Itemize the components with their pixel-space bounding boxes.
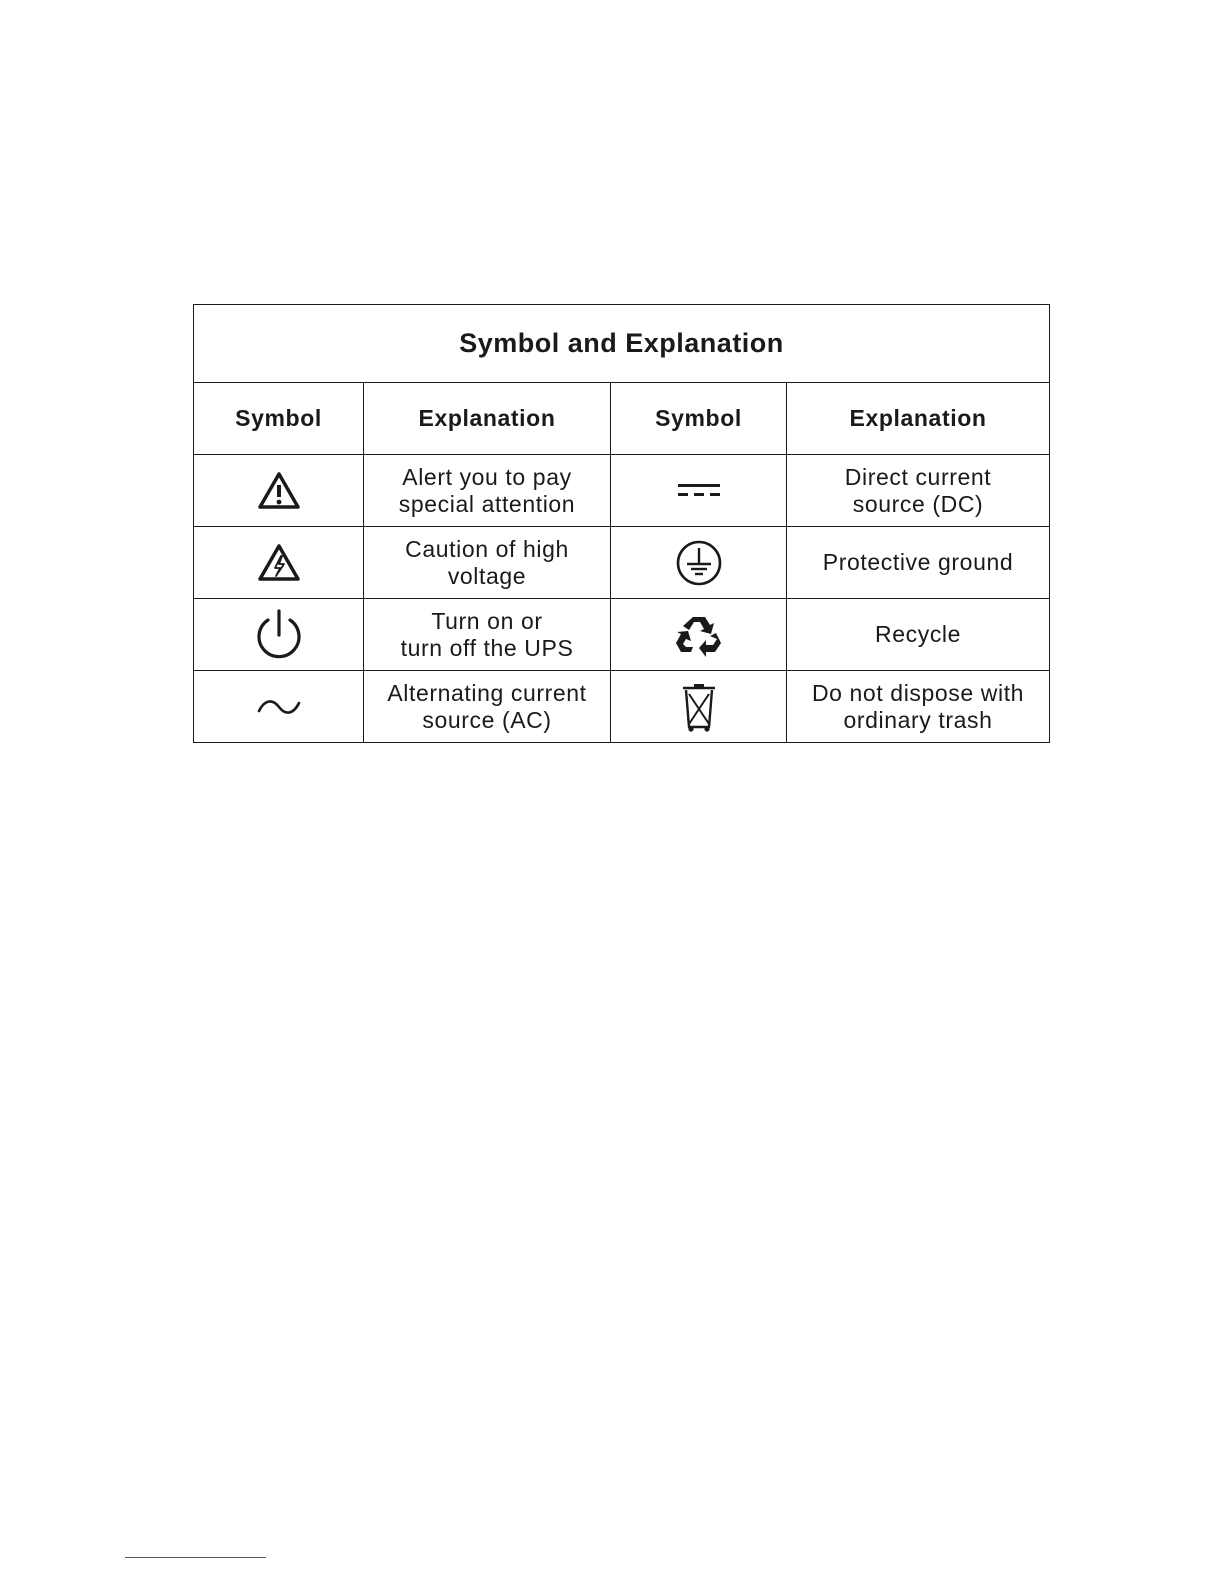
recycle-icon [675, 613, 723, 657]
direct-current-icon [677, 482, 721, 498]
header-symbol-left: Symbol [194, 383, 364, 455]
footnote-divider [125, 1557, 266, 1558]
explanation-cell: Caution of high voltage [364, 527, 611, 599]
warning-triangle-icon [257, 471, 301, 511]
symbol-cell [611, 527, 787, 599]
header-explanation-left: Explanation [364, 383, 611, 455]
symbol-cell [611, 455, 787, 527]
explanation-cell: Recycle [787, 599, 1050, 671]
symbol-explanation-table [193, 304, 1050, 743]
explanation-cell: Do not dispose with ordinary trash [787, 671, 1050, 743]
table-title: Symbol and Explanation [194, 305, 1050, 383]
crossed-bin-icon [679, 680, 719, 734]
explanation-cell: Alternating current source (AC) [364, 671, 611, 743]
table-row [194, 527, 1050, 599]
explanation-cell: Protective ground [787, 527, 1050, 599]
symbol-cell [611, 671, 787, 743]
power-icon [254, 608, 304, 662]
table-row [194, 671, 1050, 743]
table-row [194, 455, 1050, 527]
symbol-cell [194, 671, 364, 743]
high-voltage-icon [257, 543, 301, 583]
header-symbol-right: Symbol [611, 383, 787, 455]
alternating-current-icon [257, 697, 301, 717]
explanation-cell: Turn on or turn off the UPS [364, 599, 611, 671]
symbol-cell [194, 455, 364, 527]
symbol-cell [194, 527, 364, 599]
symbol-cell [194, 599, 364, 671]
symbol-cell [611, 599, 787, 671]
explanation-cell: Direct current source (DC) [787, 455, 1050, 527]
header-explanation-right: Explanation [787, 383, 1050, 455]
protective-ground-icon [675, 539, 723, 587]
explanation-cell: Alert you to pay special attention [364, 455, 611, 527]
table-row [194, 599, 1050, 671]
